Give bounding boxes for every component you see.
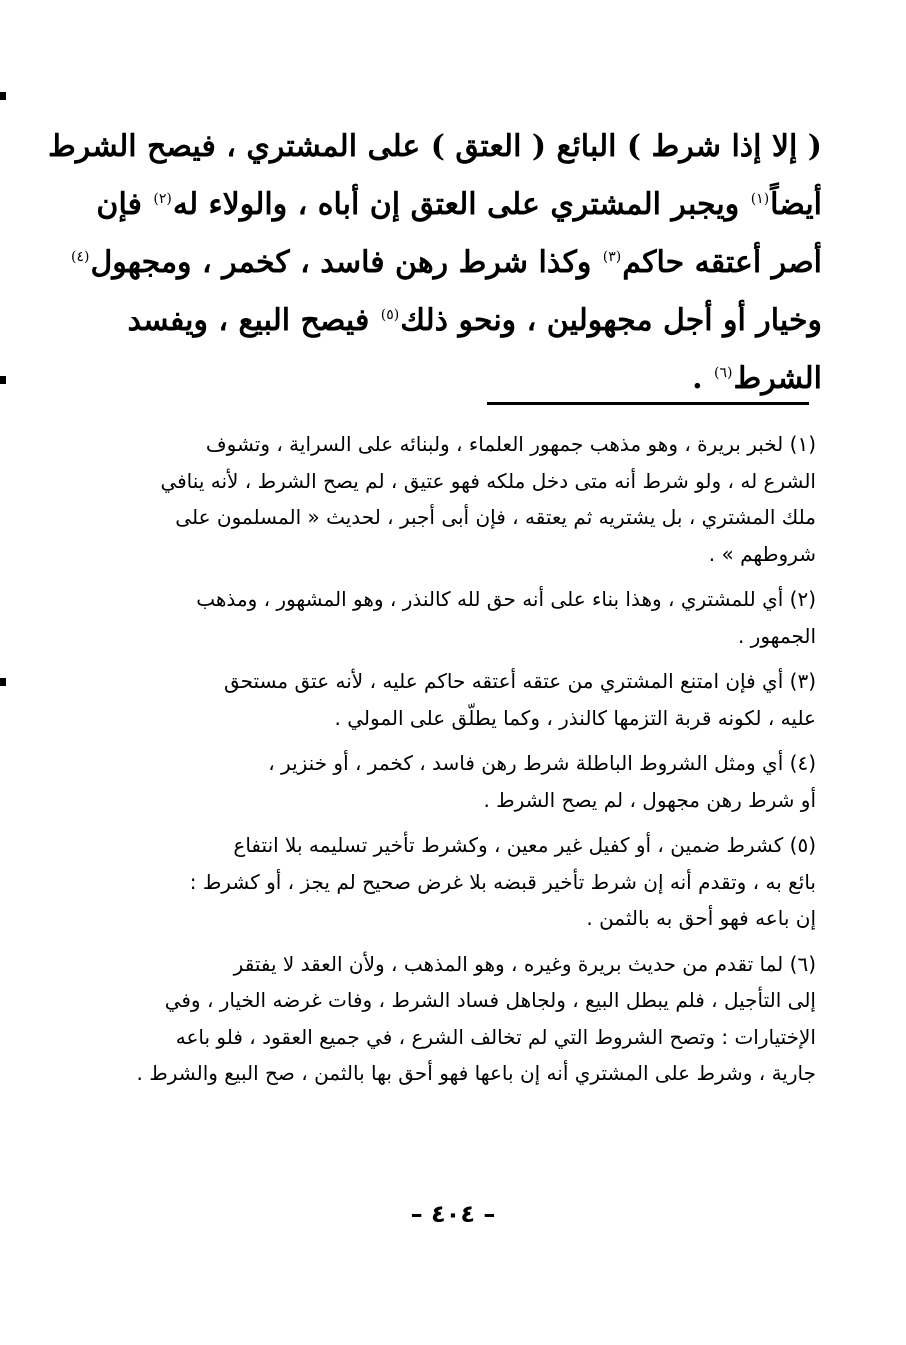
footnote-line: بائع به ، وتقدم أنه إن شرط تأخير قبضه بلا غرض صحيح لم يجز ، أو كشرط :	[189, 869, 816, 894]
main-line-4	[70, 292, 822, 350]
main-line-text: الشرط	[733, 361, 822, 396]
footnote-line: شروطهم » .	[708, 541, 816, 566]
footnote-line: (٢) أي للمشتري ، وهذا بناء على أنه حق لله كالنذر ، وهو المشهور ، ومذهب	[196, 587, 816, 611]
footnote-line: (١) لخبر بريرة ، وهو مذهب جمهور العلماء ، ولبنائه على السراية ، وتشوف	[205, 432, 816, 456]
footnote-ref[interactable]: (١)	[750, 191, 770, 207]
main-line-text: وكذا شرط رهن فاسد ، كخمر ، ومجهول	[90, 245, 602, 280]
footnote-line: إن باعه فهو أحق به بالثمن .	[586, 906, 816, 930]
main-line-3	[70, 234, 822, 292]
footnotes-block	[78, 426, 816, 1101]
main-line-text: ( إلا إذا شرط ) البائع ( العتق ) على المشتري ، فيصح الشرط	[48, 129, 822, 164]
main-line-text: .	[692, 361, 713, 396]
footnote-line: ملك المشتري ، بل يشتريه ثم يعتقه ، فإن أبى أجبر ، لحديث « المسلمون على	[175, 505, 816, 529]
main-line-1	[48, 118, 822, 176]
footnote-line: جارية ، وشرط على المشتري أنه إن باعها فهو أحق بها بالثمن ، صح البيع والشرط .	[136, 1061, 816, 1085]
footnote-ref[interactable]: (٤)	[71, 249, 90, 265]
footnote-1	[78, 426, 816, 572]
footnote-2	[78, 581, 816, 654]
footnote-6	[78, 946, 816, 1092]
footnote-line: (٥) كشرط ضمين ، أو كفيل غير معين ، وكشرط تأخير تسليمه بلا انتفاع	[233, 833, 816, 857]
footnote-ref[interactable]: (٣)	[602, 249, 622, 265]
footnote-ref[interactable]: (٢)	[153, 191, 172, 207]
footnote-ref[interactable]: (٦)	[713, 365, 733, 381]
footnote-line: (٣) أي فإن امتنع المشتري من عتقه أعتقه حاكم عليه ، لأنه عتق مستحق	[223, 669, 816, 693]
footnote-line: الشرع له ، ولو شرط أنه متى دخل ملكه فهو عتيق ، لم يصح الشرط ، لأنه ينافي	[160, 468, 816, 493]
scan-edge-mark	[0, 92, 6, 100]
footnote-5	[78, 827, 816, 937]
main-line-5	[70, 350, 822, 408]
footnote-line: الجمهور .	[737, 623, 816, 648]
main-line-text: أيضاً	[770, 187, 822, 222]
footnote-3	[78, 663, 816, 736]
footnote-line: (٦) لما تقدم من حديث بريرة وغيره ، وهو المذهب ، ولأن العقد لا يفتقر	[233, 951, 816, 976]
main-line-text: فيصح البيع ، ويفسد	[127, 303, 380, 338]
footnote-line: (٤) أي ومثل الشروط الباطلة شرط رهن فاسد ، كخمر ، أو خنزير ،	[268, 751, 816, 775]
page-number: – ٤٠٤ –	[410, 1200, 496, 1228]
footnote-divider	[487, 402, 809, 405]
main-line-text: فإن	[96, 187, 153, 222]
main-text-block	[48, 118, 822, 408]
main-line-text: وخيار أو أجل مجهولين ، ونحو ذلك	[400, 303, 822, 338]
main-line-text: ويجبر المشتري على العتق إن أباه ، والولاء له	[172, 187, 750, 222]
footnote-line: عليه ، لكونه قربة التزمها كالنذر ، وكما يطلّق على المولي .	[334, 705, 816, 730]
main-line-text: أصر أعتقه حاكم	[622, 245, 822, 280]
footnote-4	[78, 745, 816, 818]
scan-edge-mark	[0, 376, 6, 384]
footnote-line: أو شرط رهن مجهول ، لم يصح الشرط .	[483, 787, 816, 812]
scan-edge-mark	[0, 678, 6, 686]
footnote-line: إلى التأجيل ، فلم يبطل البيع ، ولجاهل فساد الشرط ، وفات غرضه الخيار ، وفي	[164, 988, 816, 1012]
main-line-2	[70, 176, 822, 234]
footnote-ref[interactable]: (٥)	[380, 307, 400, 323]
footnote-line: الإختيارات : وتصح الشروط التي لم تخالف الشرع ، في جميع العقود ، فلو باعه	[175, 1024, 816, 1049]
